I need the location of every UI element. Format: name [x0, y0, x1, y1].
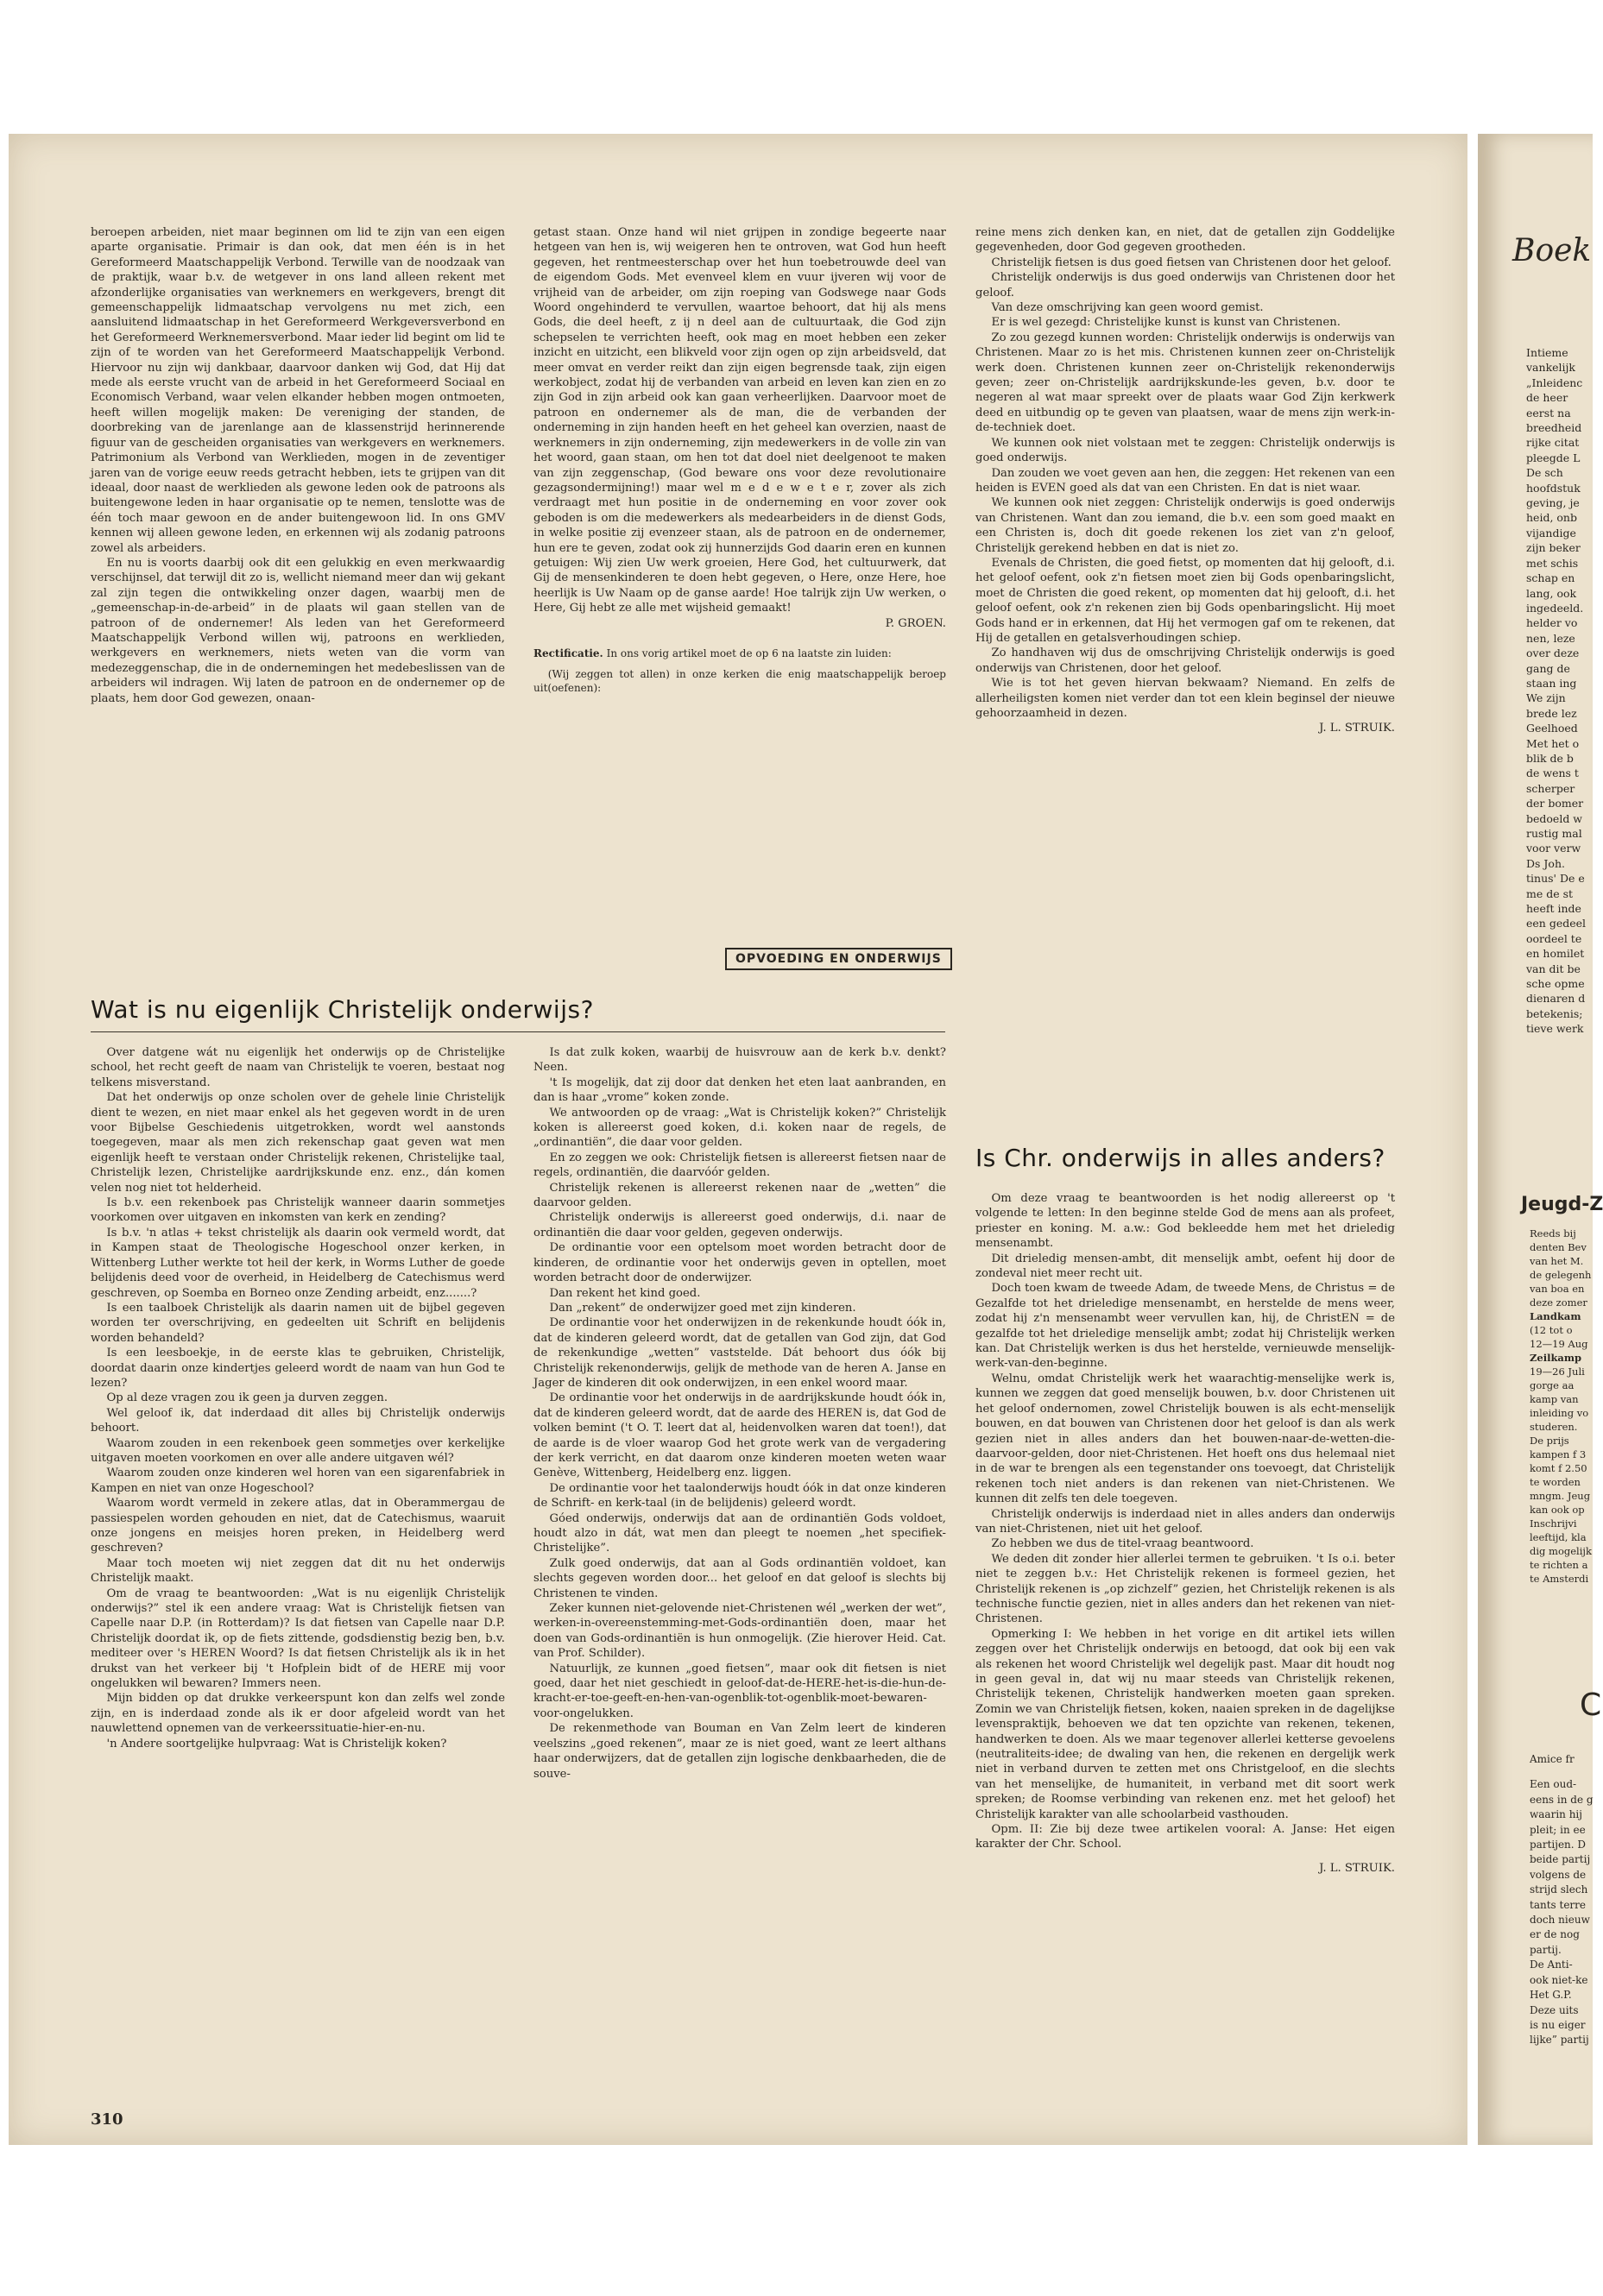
text-line: de heer: [1526, 391, 1568, 405]
text-line: met schis: [1526, 556, 1579, 570]
text-line: heid, onb: [1526, 511, 1577, 525]
text-line: doch nieuw: [1530, 1914, 1590, 1927]
text-line: kamp van: [1530, 1393, 1579, 1405]
divider-line: [91, 1031, 945, 1032]
article2-column: [975, 1191, 1395, 2091]
paragraph: Mijn bidden op dat drukke verkeerspunt kon dan zelfs wel zonde zijn, en is inderdaad zonde als ik er door afgeleid wordt van het nauwlettend opnemen van de verkeerssituatie-hier-en-nu.: [91, 1692, 505, 1736]
paragraph: De ordinantie voor het taalonderwijs houdt óók in dat onze kinderen de Schrift- en kerk-taal (in de belijdenis) geleerd wordt.: [533, 1481, 946, 1511]
rectificatie: [533, 647, 946, 660]
text-line: ingedeeld.: [1526, 601, 1584, 615]
text-line: De prijs: [1530, 1435, 1569, 1447]
text-line: bedoeld w: [1526, 811, 1582, 825]
paragraph: Op al deze vragen zou ik geen ja durven zeggen.: [106, 1391, 388, 1405]
magazine-page: [9, 134, 1467, 2145]
signature: P. GROEN.: [885, 616, 946, 630]
text-line: tieve werk: [1526, 1022, 1584, 1036]
paragraph: De ordinantie voor het onderwijzen in de rekenkunde houdt óók in, dat de kinderen geleerd wordt, dat de getallen van God zijn, dat God de rekenkundige „wetten” vaststelde. Dát behoort dus óók bij Christelijk rekenonderwijs, gelijk de methode van de heren A. Janse en Jager de kinderen dit ook onderwijzen, in een enkel woord maar.: [533, 1316, 946, 1390]
text-line: waarin hij: [1530, 1808, 1582, 1821]
text-line: inleiding vo: [1530, 1407, 1589, 1419]
text-line: komt f 2.50: [1530, 1462, 1587, 1474]
text-line: tants terre: [1530, 1898, 1586, 1911]
adjacent-heading-letter: C: [1580, 1687, 1602, 1723]
paragraph: Waarom zouden in een rekenboek geen sommetjes over kerkelijke uitgaven moeten voorkomen en over alle andere uitgaven wél?: [91, 1436, 505, 1465]
article-title: Wat is nu eigenlijk Christelijk onderwijs?: [91, 995, 594, 1024]
text-line: zijn beker: [1526, 541, 1581, 555]
text-line: brede lez: [1526, 706, 1577, 720]
paragraph: Is dat zulk koken, waarbij de huisvrouw aan de kerk b.v. denkt? Neen.: [533, 1046, 946, 1075]
text-line: te richten a: [1530, 1559, 1588, 1571]
paragraph: En zo zeggen we ook: Christelijk fietsen is allereerst fietsen naar de regels, ordinantiën, die daarvóór gelden.: [533, 1151, 946, 1180]
top-column-1: [91, 225, 505, 739]
text-line: partij.: [1530, 1943, 1562, 1956]
text-line: van het M.: [1530, 1255, 1584, 1267]
text-line: vankelijk: [1526, 361, 1575, 375]
paragraph: Dit drieledig mensen-ambt, dit menselijk ambt, oefent hij door de zondeval niet meer recht uit.: [975, 1252, 1395, 1281]
text-line: van dit be: [1526, 962, 1581, 975]
text-line: en homilet: [1526, 947, 1585, 961]
paragraph: Christelijk fietsen is dus goed fietsen van Christenen door het geloof.: [991, 255, 1392, 269]
text-line: tinus' De e: [1526, 872, 1585, 886]
paragraph: Góed onderwijs, onderwijs dat aan de ordinantiën Gods voldoet, houdt alzo in dát, wat men dan pleegt te noemen „het specifiek-Christelijke”.: [533, 1511, 946, 1555]
article1-column-1: [91, 1045, 505, 2091]
adjacent-page: [1478, 134, 1603, 2145]
paragraph: reine mens zich denken kan, en niet, dat de getallen zijn Goddelijke gegevenheden, door God gegeven grootheden.: [975, 226, 1395, 255]
text-line: partijen. D: [1530, 1839, 1587, 1851]
text-line: Deze uits: [1530, 2003, 1579, 2016]
adjacent-column-bottom: [1530, 1752, 1594, 2048]
adjacent-heading: Jeugd-Z: [1521, 1194, 1603, 1215]
text-line: me de st: [1526, 886, 1574, 900]
text-line: gang de: [1526, 661, 1570, 675]
text-line: Een oud-: [1530, 1778, 1577, 1791]
paragraph: Is een leesboekje, in de eerste klas te gebruiken, Christelijk, doordat daarin onze kindertjes geleerd wordt de naam van hun God te lezen?: [91, 1347, 505, 1390]
paragraph: Zeker kunnen niet-gelovende niet-Christenen wél „werken der wet”, werken-in-overeenstemming-met-Gods-ordinantiën doen, maar het doen van Gods-ordinantiën is hun onmogelijk. (Zie hierover Heid. Cat. van Prof. Schilder).: [533, 1602, 946, 1661]
text-line: lijke” partij: [1530, 2034, 1589, 2047]
text-line: Landkam: [1530, 1310, 1581, 1322]
paragraph: Is b.v. 'n atlas + tekst christelijk als daarin ook vermeld wordt, dat in Kampen staat de Theologische Hogeschool onzer kerken, in Wittenberg Luther werkte tot heil der kerk, in Worms Luther de goede belijdenis deed voor de overheid, in Heidelberg de Catechismus werd geschreven, op Soemba en Borneo onze Zending arbeidt, enz.......?: [91, 1226, 505, 1300]
text-line: oordeel te: [1526, 931, 1582, 945]
paragraph: Christelijk onderwijs is dus goed onderwijs van Christenen door het geloof.: [975, 271, 1395, 300]
text-line: Amice fr: [1530, 1753, 1575, 1765]
text-line: betekenis;: [1526, 1006, 1583, 1020]
text-line: sche opme: [1526, 977, 1585, 991]
text-line: pleit; in ee: [1530, 1823, 1586, 1836]
text-line: kampen f 3: [1530, 1448, 1587, 1460]
paragraph: Zo hebben we dus de titel-vraag beantwoord.: [991, 1537, 1254, 1551]
text-line: over deze: [1526, 647, 1580, 660]
text-line: rijke citat: [1526, 436, 1580, 450]
text-line: mngm. Jeug: [1530, 1490, 1591, 1502]
text-line: Ds Joh.: [1526, 856, 1565, 870]
paragraph: We kunnen ook niet volstaan met te zeggen: Christelijk onderwijs is goed onderwijs.: [975, 436, 1395, 465]
text-line: vijandige: [1526, 526, 1576, 539]
text-line: ook niet-ke: [1530, 1973, 1588, 1986]
text-line: Reeds bij: [1530, 1227, 1576, 1239]
text-line: voor verw: [1526, 842, 1581, 855]
text-line: gorge aa: [1530, 1379, 1575, 1391]
text-line: de gelegenh: [1530, 1269, 1592, 1281]
paragraph: 'n Andere soortgelijke hulpvraag: Wat is Christelijk koken?: [106, 1737, 447, 1750]
paragraph: Welnu, omdat Christelijk werk het waarachtig-menselijke werk is, kunnen we zeggen dat goed menselijk bouwen, b.v. door Christenen uit het geloof ondernomen, zowel Christelijk bouwen is als echt-menselijk bouwen, en dat bouwen van Christenen door het geloof is dan als werk gezien niet in alles anders dan het bouwen-naar-de-wetten-die-daarvoor-gelden, door niet-Christenen. Het hoeft ons dus helemaal niet in de war te brengen als een tegenstander ons toevoegt, dat Christelijk rekenen toch niet anders is dan rekenen van niet-Christenen. We kunnen dit zelfs ten dele toegeven.: [975, 1372, 1395, 1506]
paragraph: Om de vraag te beantwoorden: „Wat is nu eigenlijk Christelijk onderwijs?” stel ik een andere vraag: Wat is Christelijk fietsen van Capelle naar D.P. (in Rotterdam)? Is dat fietsen van Capelle naar D.P. Christelijk doordat ik, op de fiets zittende, godsdienstig bezig ben, b.v. mediteer over 's HEREN Woord? Is dat fietsen Christelijk als ik in het drukst van het verkeer bij 't Hofplein bidt of de HERE mij voor ongelukken wil bewaren? Immers neen.: [91, 1586, 505, 1691]
paragraph: Zulk goed onderwijs, dat aan al Gods ordinantiën voldoet, kan slechts gegeven worden door... het geloof en dat geloof is slechts bij Christenen te vinden.: [533, 1556, 946, 1600]
adjacent-page-title: Boek: [1512, 233, 1592, 268]
text-line: kan ook op: [1530, 1504, 1585, 1516]
text-line: er de nog: [1530, 1928, 1580, 1941]
signature: J. L. STRUIK.: [1319, 1861, 1395, 1875]
text-line: is nu eiger: [1530, 2018, 1586, 2031]
text-line: blik de b: [1526, 751, 1574, 765]
paragraph: Waarom zouden onze kinderen wel horen van een sigarenfabriek in Kampen en niet van onze Hogeschool?: [91, 1467, 505, 1495]
text-line: dig mogelijk: [1530, 1545, 1592, 1557]
paragraph: Doch toen kwam de tweede Adam, de tweede Mens, de Christus = de Gezalfde tot het drieledige mensenambt, en herstelde de mens weer, zodat hij z'n mensenambt weer vervullen kan, hij, de ChristEN = de gezalfde tot het drieledige menselijk ambt; zodat hij Christelijk werken kan. Dat Christelijk werken is dus het herstelde, vernieuwde menselijk-werk-van-den-beginne.: [975, 1282, 1395, 1371]
text-line: hoofdstuk: [1526, 481, 1581, 495]
paragraph: Zo handhaven wij dus de omschrijving Christelijk onderwijs is goed onderwijs van Christenen, door het geloof.: [975, 647, 1395, 675]
paragraph: We kunnen ook niet zeggen: Christelijk onderwijs is goed onderwijs van Christenen. Want dan zou iemand, die b.v. een som goed maakt en een Christen is, doch dit goede rekenen los ziet van z'n geloof, Christelijk gerekend hebben en dat is niet zo.: [975, 496, 1395, 555]
text-line: (12 tot o: [1530, 1324, 1573, 1336]
paragraph: Opmerking I: We hebben in het vorige en dit artikel iets willen zeggen over het Christelijk onderwijs en betoogd, dat ook bij een vak als rekenen het woord Christelijk wel degelijk past. Maar dit houdt nog in geen geval in, dat wij nu maar steeds van Christelijk rekenen, Christelijk tekenen, Christelijk handwerken moeten gaan spreken. Zomin we van Christelijk fietsen, koken, naaien spreken in de dagelijkse levenspraktijk, behoeven we dat ten opzichte van rekenen, tekenen, handwerken te doen. Als we maar tegenover allerlei ketterse gevoelens (neutraliteits-idee; de dwaling van hen, die rekenen en dergelijk werk niet in verband durven te zetten met ons Christgeloof, en die slechts van het menselijke, de humaniteit, in verband met dit soort werk spreken; de Roomse verbinding van rekenen enz. met het geloof) het Christelijk karakter van alle schoolarbeid vasthouden.: [975, 1627, 1395, 1821]
text-line: van boa en: [1530, 1283, 1585, 1295]
text-line: Geelhoed: [1526, 722, 1578, 735]
paragraph: Zo zou gezegd kunnen worden: Christelijk onderwijs is onderwijs van Christenen. Maar zo is het mis. Christenen kunnen zeer on-Christelijk werk doen. Christenen kunnen zeer on-Christelijk rekenonderwijs geven; zeer on-Christelijk aardrijkskunde-les geven, b.v. door te negeren al wat maar spreekt over de plaats waar God Zijn kerkwerk deed en uitbundig op te geven van plaatsen, waar de mens zijn werk-in-de-techniek doet.: [975, 331, 1395, 435]
text-line: We zijn: [1526, 691, 1566, 705]
paragraph: De rekenmethode van Bouman en Van Zelm leert de kinderen veelszins „goed rekenen”, maar ze is niet goed, want ze leert althans haar onderwijzers, dat de getallen zijn logische denkbaarheden, die de souve-: [533, 1722, 946, 1781]
article1-column-2: [533, 1045, 946, 2091]
paragraph: Over datgene wát nu eigenlijk het onderwijs op de Christelijke school, het recht geeft de naam van Christelijk te voeren, bestaat nog telkens misverstand.: [91, 1046, 505, 1089]
text-line: dienaren d: [1526, 992, 1586, 1006]
text-line: eerst na: [1526, 406, 1571, 419]
text-line: Inschrijvi: [1530, 1517, 1577, 1530]
paragraph: En nu is voorts daarbij ook dit een gelukkig en even merkwaardig verschijnsel, dat terwijl dit zo is, wellicht niemand meer dan wij gekant zal zijn tegen die ontwikkeling onzer dagen, waarbij men de „gemeenschap-in-de-arbeid” in de plaats wil gaan stellen van de patroon of de ondernemer! Als leden van het Gereformeerd Maatschappelijk Verbond willen wij, patroons en werklieden, werkgevers en werknemers, niets weten van die vorm van medezeggenschap, die in de ondernemingen het medebeslissen van de arbeiders wil indragen. Wij laten de patroon en de ondernemer op de plaats, hem door God gewezen, onaan-: [91, 556, 505, 705]
adjacent-column-mid: [1530, 1227, 1592, 1586]
text-line: leeftijd, kla: [1530, 1531, 1587, 1543]
text-line: te worden: [1530, 1476, 1581, 1488]
paragraph: 't Is mogelijk, dat zij door dat denken het eten laat aanbranden, en dan is haar „vrome” koken zonde.: [533, 1075, 946, 1105]
paragraph: Is b.v. een rekenboek pas Christelijk wanneer daarin sommetjes voorkomen over uitgaven en inkomsten van kerk en zending?: [91, 1196, 505, 1225]
paragraph: We deden dit zonder hier allerlei termen te gebruiken. 't Is o.i. beter niet te zeggen b.v.: Het Christelijk rekenen is formeel gezien, het Christelijk rekenen is „op zichzelf” gezien, het Christelijk rekenen is als technische functie gezien, niet in alles anders dan het rekenen van niet-Christenen.: [975, 1552, 1395, 1626]
top-column-2: [533, 225, 946, 739]
paragraph: Dan rekent het kind goed.: [549, 1286, 701, 1300]
paragraph: Is een taalboek Christelijk als daarin namen uit de bijbel gegeven worden ter overschrijving, en gedeelten uit Schrift en belijdenis worden behandeld?: [91, 1301, 505, 1345]
text-line: scherper: [1526, 781, 1575, 795]
text-line: schap en: [1526, 571, 1575, 585]
text-line: der bomer: [1526, 797, 1584, 811]
text-line: nen, leze: [1526, 631, 1575, 645]
text-line: deze zomer: [1530, 1296, 1587, 1309]
text-line: helder vo: [1526, 616, 1578, 630]
text-line: staan ing: [1526, 676, 1577, 690]
text-line: strijd slech: [1530, 1883, 1588, 1896]
text-line: Zeilkamp: [1530, 1352, 1582, 1364]
paragraph: getast staan. Onze hand wil niet grijpen in zondige begeerte naar hetgeen van hen is, wij weigeren hen te ontroven, wat God hun heeft gegeven, het rentmeesterschap over het hun toebetrouwde deel van de eigendom Gods. Met evenveel klem en vuur ijveren wij voor de vrijheid van de arbeider, om zijn roeping van Godswege naar Gods Woord ongehinderd te vervullen, waartoe behoort, dat hij als mens Gods, die deel heeft, z ij n deel aan de cultuurtaak, die God zijn schepselen te verrichten heeft, ook mag en moet hebben een zeker inzicht en uitzicht, een blikveld voor zijn ogen op zijn arbeidsveld, dat meer omvat en verder reikt dan zijn eigen begrensde taak, zijn eigen werkobject, zodat hij de verbanden van arbeid en leven kan zien en zo zijn God in zijn arbeid ook kan gaan verheerlijken. Daarvoor moet de patroon en ondernemer als de man, die de verbanden der onderneming in zijn handen heeft en het geheel kan overzien, naast de werknemers in zijn onderneming, zijn medewerkers in de volle zin van het woord, gaan staan, om hen tot dat doel niet deelgenoot te maken van zijn zeggenschap, (God beware ons voor deze revolutionaire gezagsondermijning!) maar wel m e d e w e t e r, zover als zich verdraagt met hun positie in de onderneming en voor zover ook geboden is om die medewerkers als medearbeiders in de dienst Gods, in welke positie zij evenzeer staan, als de patroon en de ondernemer, hun ere te geven, zodat ook zij hunnerzijds God daarin eren en kunnen getuigen: Wij zien Uw werk groeien, Here God, het cultuurwerk, dat Gij de mensenkinderen te doen hebt gegeven, o Here, onze Here, hoe heerlijk is Uw Naam op de ganse aarde! Hoe talrijk zijn Uw werken, o Here, Gij hebt ze alle met wijsheid gemaakt!: [533, 226, 946, 615]
text-line: eens in de g: [1530, 1793, 1594, 1806]
text-line: 12—19 Aug: [1530, 1338, 1588, 1350]
paragraph: Christelijk rekenen is allereerst rekenen naar de „wetten” die daarvoor gelden.: [533, 1181, 946, 1210]
text-line: volgens de: [1530, 1868, 1587, 1881]
text-line: Het G.P.: [1530, 1989, 1572, 2002]
paragraph: Wel geloof ik, dat inderdaad dit alles bij Christelijk onderwijs behoort.: [91, 1406, 505, 1435]
text-line: 19—26 Juli: [1530, 1366, 1585, 1378]
rectificatie-quote: (Wij zeggen tot allen) in onze kerken die enig maatschappelijk beroep uit(oefenen):: [533, 667, 946, 694]
text-line: Intieme: [1526, 346, 1568, 359]
paragraph: Er is wel gezegd: Christelijke kunst is kunst van Christenen.: [991, 316, 1341, 330]
text-line: pleegde L: [1526, 451, 1581, 464]
text-line: De Anti-: [1530, 1959, 1573, 1971]
paragraph: De ordinantie voor een optelsom moet worden betracht door de kinderen, de ordinantie voor het onderwijs geven in optellen, moet worden betracht door de onderwijzer.: [533, 1241, 946, 1285]
paragraph: Natuurlijk, ze kunnen „goed fietsen”, maar ook dit fietsen is niet goed, daar het niet geschiedt in geloof-dat-de-HERE-het-is-die-hun-de-kracht-er-toe-geeft-en-hen-van-ogenblik-tot-ogenblik-moet-bewaren-voor-ongelukken.: [533, 1662, 946, 1720]
text-line: een gedeel: [1526, 917, 1587, 930]
text-line: geving, je: [1526, 496, 1580, 510]
paragraph: Dan „rekent” de onderwijzer goed met zijn kinderen.: [549, 1301, 856, 1315]
text-line: te Amsterdi: [1530, 1573, 1589, 1585]
text-line: beide partij: [1530, 1853, 1591, 1866]
paragraph: De ordinantie voor het onderwijs in de aardrijkskunde houdt óók in, dat de kinderen geleerd wordt, dat de aarde des HEREN is, dat God de volken bemint ('t O. T. leert dat al, heidenvolken waren dat toen!), dat de aarde is de vloer waarop God het grote werk van de vergadering der kerk verricht, en dat daarom onze kinderen moeten weten waar Genève, Wittenberg, Heidelberg enz. liggen.: [533, 1391, 946, 1480]
rectificatie-text: In ons vorig artikel moet de op 6 na laatste zin luiden:: [606, 647, 892, 659]
text-line: De sch: [1526, 466, 1563, 480]
signature: J. L. STRUIK.: [1319, 722, 1395, 735]
paragraph: Waarom wordt vermeld in zekere atlas, dat in Oberammergau de passiespelen worden gehouden en niet, dat de Catechismus, waaruit onze jongens en meisjes horen preken, in Heidelberg werd geschreven?: [91, 1497, 505, 1555]
section-label-box: OPVOEDING EN ONDERWIJS: [725, 948, 952, 970]
paragraph: beroepen arbeiden, niet maar beginnen om lid te zijn van een eigen aparte organisatie. Primair is dan ook, dat men één is in het Gereformeerd Maatschappelijk Verbond. Terwille van de noodzaak van de praktijk, waar b.v. de wetgever in ons land alleen rekent met afzonderlijke organisaties van werknemers en werkgevers, brengt dit gemeenschappelijk lidmaatschap vervolgens nu met zich, een aansluitend lidmaatschap in het Gereformeerd Werkgeversverbond en het Gereformeerd Werknemersverbond. Maar ieder lid begint om lid te zijn of te worden van het Gereformeerd Maatschappelijk Verbond. Hiervoor nu zijn wij dankbaar, daarvoor danken wij God, dat Hij dat mede als eerste vrucht van de arbeid in het Gereformeerd Sociaal en Economisch Verband, waar velen elkander hebben mogen ontmoeten, heeft willen mogelijk maken: De vereniging der standen, de doorbreking van de jarenlange aan de klassenstrijd herinnerende figuur van de gescheiden organisaties van werkgevers en werknemers. Patrimonium als Verbond van Werklieden, mogen in de zeventiger jaren van de vorige eeuw reeds getracht hebben, iets te grijpen van dit ideaal, door naast de werklieden als gewone leden ook de patroons als buitengewone leden in haar organisatie op te nemen, tenslotte was de één toch maar gewoon en de ander buitengewoon lid. In ons GMV kennen wij alleen gewone leden, en erkennen wij als zodanig patroons zowel als arbeiders.: [91, 226, 505, 555]
rectificatie-label: Rectificatie.: [533, 647, 603, 659]
text-line: rustig mal: [1526, 827, 1582, 840]
paragraph: We antwoorden op de vraag: „Wat is Christelijk koken?” Christelijk koken is allereerst goed koken, d.i. koken naar de regels, de „ordinantiën”, die daar voor gelden.: [533, 1106, 946, 1150]
adjacent-column-top: [1526, 345, 1586, 1037]
text-line: breedheid: [1526, 421, 1582, 435]
top-column-3: [975, 225, 1395, 1123]
article2-title: Is Chr. onderwijs in alles anders?: [975, 1144, 1385, 1172]
paragraph: Om deze vraag te beantwoorden is het nodig allereerst op 't volgende te letten: In den beginne stelde God de mens aan als profeet, priester en koning. M. a.w.: God bekleedde hem met het drieledig mensenambt.: [975, 1192, 1395, 1251]
text-line: „Inleidenc: [1526, 375, 1583, 389]
text-line: de wens t: [1526, 766, 1579, 780]
paragraph: Maar toch moeten wij niet zeggen dat dit nu het onderwijs Christelijk maakt.: [91, 1556, 505, 1586]
text-line: heeft inde: [1526, 902, 1581, 916]
text-line: studeren.: [1530, 1421, 1578, 1433]
paragraph: Opm. II: Zie bij deze twee artikelen vooral: A. Janse: Het eigen karakter der Chr. School.: [975, 1823, 1395, 1851]
paragraph: Wie is tot het geven hiervan bekwaam? Niemand. En zelfs de allerheiligsten komen niet verder dan tot een klein beginsel der nieuwe gehoorzaamheid in dezen.: [975, 677, 1395, 720]
paragraph: Christelijk onderwijs is inderdaad niet in alles anders dan onderwijs van niet-Christenen, niet uit het geloof.: [975, 1507, 1395, 1536]
paragraph: Van deze omschrijving kan geen woord gemist.: [991, 301, 1264, 315]
page-number: 310: [91, 2110, 123, 2129]
paragraph: Christelijk onderwijs is allereerst goed onderwijs, d.i. naar de ordinantiën die daar voor gelden, gegeven onderwijs.: [533, 1211, 946, 1239]
paragraph: Dan zouden we voet geven aan hen, die zeggen: Het rekenen van een heiden is EVEN goed als dat van een Christen. En dat is niet waar.: [975, 466, 1395, 495]
paragraph: Evenals de Christen, die goed fietst, op momenten dat hij gelooft, d.i. het geloof oefent, ook z'n fietsen moet zien bij Gods openbaringslicht, moet de Christen die goed rekent, op momenten dat hij gelooft, d.i. het geloof oefent, ook z'n rekenen zien bij Gods openbaringslicht. Hij moet Gods hand er in erkennen, dat Hij het vermogen gaf om te rekenen, dat Hij de getallen en getalsverhoudingen schiep.: [975, 556, 1395, 645]
text-line: denten Bev: [1530, 1241, 1587, 1253]
paragraph: Dat het onderwijs op onze scholen over de gehele linie Christelijk dient te wezen, en niet maar enkel als het gegeven wordt in de uren voor Bijbelse Geschiedenis uitgetrokken, wordt wel aanstonds toegegeven, maar als men zich rekenschap gaat geven wat men eigenlijk heeft te verstaan onder Christelijk rekenen, Christelijke taal, Christelijk lezen, Christelijke aardrijkskunde enz. enz., dán komen velen nog niet tot helderheid.: [91, 1091, 505, 1195]
text-line: Met het o: [1526, 736, 1580, 750]
text-line: lang, ook: [1526, 586, 1577, 600]
